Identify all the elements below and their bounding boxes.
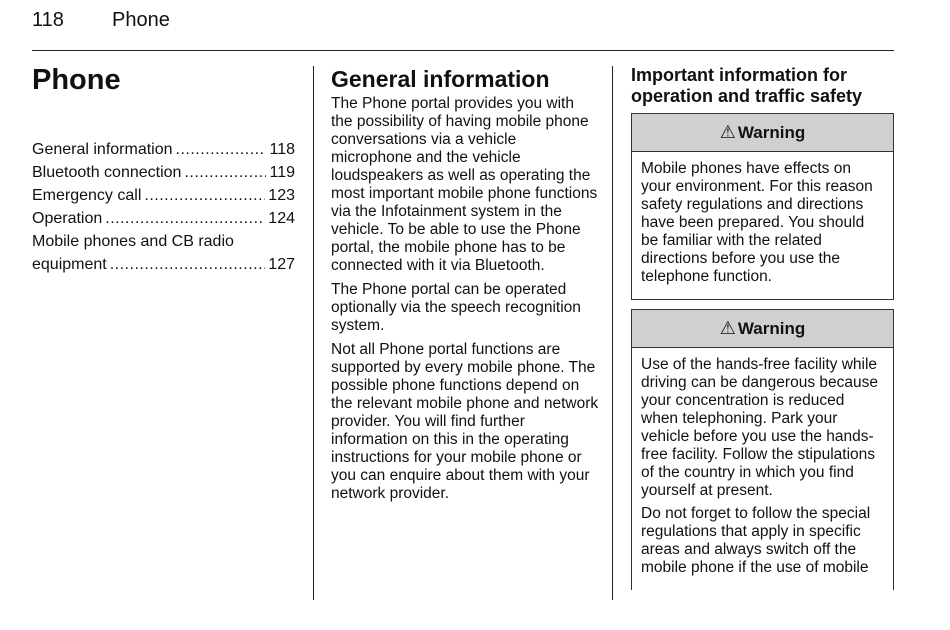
column-divider <box>313 66 314 600</box>
toc-entry[interactable] <box>32 207 295 230</box>
toc-entry-label: equipment <box>32 256 107 273</box>
chapter-title: Phone <box>32 64 121 96</box>
toc-entry-page: 127 <box>268 256 295 273</box>
warning-triangle-icon: ⚠ <box>719 122 736 142</box>
subsection-title: Important information for operation and traffic safety <box>631 65 863 106</box>
warning-triangle-icon: ⚠ <box>719 318 736 338</box>
warning-text: Use of the hands-free facility while driving can be dangerous because your concentration is reduced when telephoning. Park your vehicle before you use the hands-free facility. Follow the stipulations of the country in which you find yourself at present. <box>641 356 878 499</box>
middle-column <box>331 65 599 509</box>
body-paragraph: Not all Phone portal functions are supported by every mobile phone. The possible phone functions depend on the relevant mobile phone and network provider. You will find further information on this in the operating instructions for your mobile phone or you can enquire about them with your network provider. <box>331 341 599 502</box>
section-title: General information <box>331 66 550 92</box>
header-rule <box>32 50 894 51</box>
column-divider <box>612 66 613 600</box>
toc-entry[interactable] <box>32 161 295 184</box>
chapter-name: Phone <box>112 9 170 31</box>
toc-entry-label: Operation <box>32 210 103 227</box>
warning-heading: ⚠ Warning <box>632 310 893 348</box>
toc-entry[interactable] <box>32 138 295 161</box>
right-column <box>631 65 894 599</box>
warning-body <box>632 152 893 299</box>
warning-text: Do not forget to follow the special regulations that apply in specific areas and always switch off the mobile phone if the use of mobile <box>641 505 871 576</box>
toc-entry[interactable] <box>32 184 295 207</box>
toc-entry[interactable] <box>32 230 295 276</box>
toc-entry-page: 119 <box>269 164 295 181</box>
toc-entry-label: General information <box>32 141 173 158</box>
toc-entry-page: 118 <box>269 141 295 158</box>
toc-entry-page: 123 <box>268 187 295 204</box>
warning-box <box>631 309 894 590</box>
toc-entry-label: Emergency call <box>32 187 142 204</box>
toc-entry-label-line1: Mobile phones and CB radio <box>32 233 234 250</box>
warning-body <box>632 348 893 590</box>
left-column <box>32 62 295 276</box>
toc-entry-label: Bluetooth connection <box>32 164 182 181</box>
table-of-contents <box>32 138 295 276</box>
warning-text: Mobile phones have effects on your environment. For this reason safety regulations and directions have been prepared. You should be familiar with the related directions before you use the telephone function. <box>641 160 873 285</box>
body-paragraph: The Phone portal provides you with the possibility of having mobile phone conversations via a vehicle microphone and the vehicle loudspeakers as well as operating the most important mobile phone functions via the Infotainment system in the vehicle. To be able to use the Phone portal, the mobile phone has to be connected with it via Bluetooth. <box>331 95 598 274</box>
warning-heading: ⚠ Warning <box>632 114 893 152</box>
toc-entry-page: 124 <box>268 210 295 227</box>
warning-box <box>631 113 894 300</box>
page-number: 118 <box>32 9 64 31</box>
body-paragraph: The Phone portal can be operated optionally via the speech recognition system. <box>331 281 581 334</box>
page-header <box>32 9 170 32</box>
